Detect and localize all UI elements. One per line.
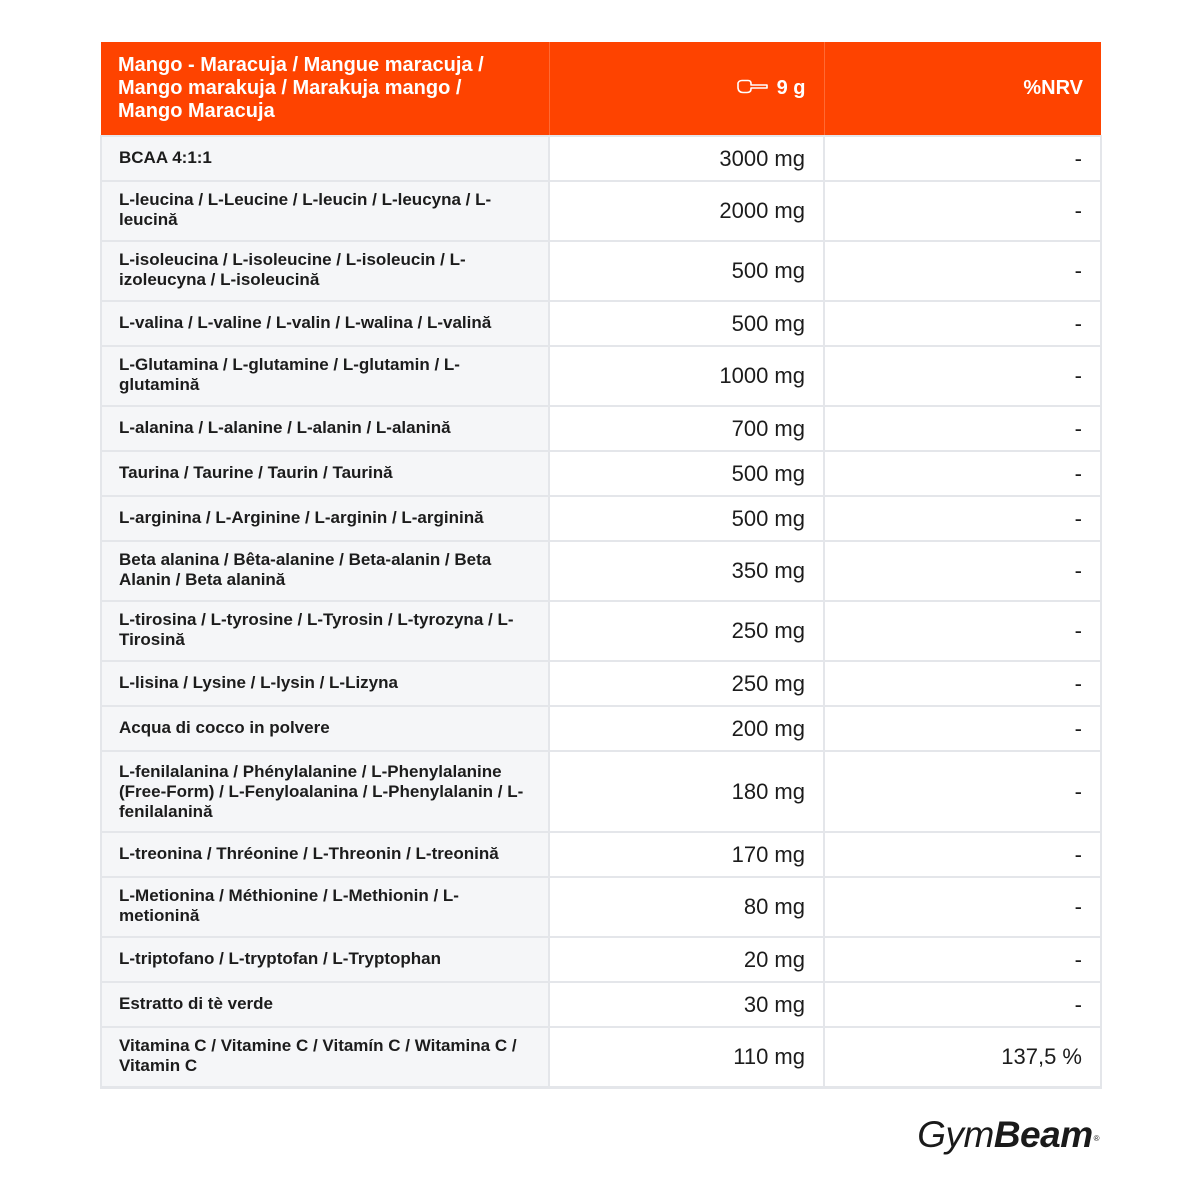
table-row (101, 982, 1101, 1027)
ingredient-nrv: - (824, 601, 1101, 661)
ingredient-nrv: - (824, 346, 1101, 406)
ingredient-name: Beta alanina / Bêta-alanine / Beta-alanin / Beta Alanin / Beta alanină (101, 541, 549, 601)
table-row (101, 601, 1101, 661)
table-row (101, 181, 1101, 241)
ingredient-nrv: - (824, 181, 1101, 241)
table-row (101, 301, 1101, 346)
ingredient-amount: 250 mg (549, 661, 824, 706)
ingredient-amount: 170 mg (549, 832, 824, 877)
ingredient-amount: 80 mg (549, 877, 824, 937)
header-nrv: %NRV (824, 42, 1101, 136)
ingredient-amount: 3000 mg (549, 136, 824, 181)
ingredient-nrv: - (824, 982, 1101, 1027)
ingredient-amount: 30 mg (549, 982, 824, 1027)
table-row (101, 406, 1101, 451)
ingredient-name: L-arginina / L-Arginine / L-arginin / L-arginină (101, 496, 549, 541)
ingredient-amount: 1000 mg (549, 346, 824, 406)
scoop-icon (736, 79, 769, 95)
ingredient-amount: 700 mg (549, 406, 824, 451)
table-header (101, 42, 1101, 136)
ingredient-name: BCAA 4:1:1 (101, 136, 549, 181)
table-row (101, 346, 1101, 406)
table-row (101, 751, 1101, 832)
ingredient-amount: 500 mg (549, 241, 824, 301)
table-row (101, 832, 1101, 877)
ingredient-amount: 180 mg (549, 751, 824, 832)
ingredient-name: Taurina / Taurine / Taurin / Taurină (101, 451, 549, 496)
table-row (101, 496, 1101, 541)
ingredient-name: L-tirosina / L-tyrosine / L-Tyrosin / L-tyrozyna / L-Tirosină (101, 601, 549, 661)
ingredient-name: L-valina / L-valine / L-valin / L-walina / L-valină (101, 301, 549, 346)
ingredient-name: Vitamina C / Vitamine C / Vitamín C / Witamina C / Vitamin C (101, 1027, 549, 1087)
ingredient-nrv: - (824, 751, 1101, 832)
ingredient-nrv: - (824, 241, 1101, 301)
table-row (101, 241, 1101, 301)
ingredient-nrv: - (824, 541, 1101, 601)
table-row (101, 541, 1101, 601)
ingredient-amount: 110 mg (549, 1027, 824, 1087)
table-body (101, 136, 1101, 1087)
ingredient-amount: 200 mg (549, 706, 824, 751)
ingredient-name: L-Metionina / Méthionine / L-Methionin / L-metionină (101, 877, 549, 937)
ingredient-nrv: - (824, 406, 1101, 451)
logo-text-gym: Gym (917, 1114, 994, 1155)
ingredient-nrv: - (824, 451, 1101, 496)
ingredient-amount: 20 mg (549, 937, 824, 982)
table-row (101, 661, 1101, 706)
nutrition-table (100, 42, 1102, 1089)
ingredient-name: L-treonina / Thréonine / L-Threonin / L-treonină (101, 832, 549, 877)
ingredient-name: L-leucina / L-Leucine / L-leucin / L-leucyna / L-leucină (101, 181, 549, 241)
ingredient-name: L-fenilalanina / Phénylalanine / L-Phenylalanine (Free-Form) / L-Fenyloalanina / L-Phenylalanin / L-fenilalanină (101, 751, 549, 832)
table-row (101, 877, 1101, 937)
ingredient-nrv: - (824, 136, 1101, 181)
header-row (101, 42, 1101, 136)
ingredient-name: Acqua di cocco in polvere (101, 706, 549, 751)
table-row (101, 1027, 1101, 1087)
ingredient-nrv: 137,5 % (824, 1027, 1101, 1087)
serving-size-label: 9 g (776, 77, 806, 99)
ingredient-nrv: - (824, 661, 1101, 706)
gymbeam-logo (917, 1113, 1099, 1157)
ingredient-amount: 2000 mg (549, 181, 824, 241)
ingredient-name: L-triptofano / L-tryptofan / L-Tryptophan (101, 937, 549, 982)
ingredient-nrv: - (824, 832, 1101, 877)
ingredient-amount: 500 mg (549, 496, 824, 541)
ingredient-amount: 350 mg (549, 541, 824, 601)
ingredient-amount: 500 mg (549, 301, 824, 346)
ingredient-nrv: - (824, 937, 1101, 982)
ingredient-name: L-alanina / L-alanine / L-alanin / L-alanină (101, 406, 549, 451)
logo-text-beam: Beam (993, 1114, 1093, 1155)
ingredient-nrv: - (824, 496, 1101, 541)
header-flavor-name: Mango - Maracuja / Mangue maracuja / Mango marakuja / Marakuja mango / Mango Maracuja (101, 42, 549, 136)
ingredient-name: L-lisina / Lysine / L-lysin / L-Lizyna (101, 661, 549, 706)
ingredient-amount: 250 mg (549, 601, 824, 661)
table-row (101, 136, 1101, 181)
table-row (101, 706, 1101, 751)
ingredient-nrv: - (824, 301, 1101, 346)
table-row (101, 937, 1101, 982)
ingredient-nrv: - (824, 706, 1101, 751)
ingredient-nrv: - (824, 877, 1101, 937)
header-serving-amount (549, 42, 824, 136)
ingredient-name: L-isoleucina / L-isoleucine / L-isoleucin / L-izoleucyna / L-isoleucină (101, 241, 549, 301)
ingredient-amount: 500 mg (549, 451, 824, 496)
registered-mark: ® (1093, 1134, 1099, 1143)
ingredient-name: Estratto di tè verde (101, 982, 549, 1027)
ingredient-name: L-Glutamina / L-glutamine / L-glutamin / L-glutamină (101, 346, 549, 406)
table-row (101, 451, 1101, 496)
